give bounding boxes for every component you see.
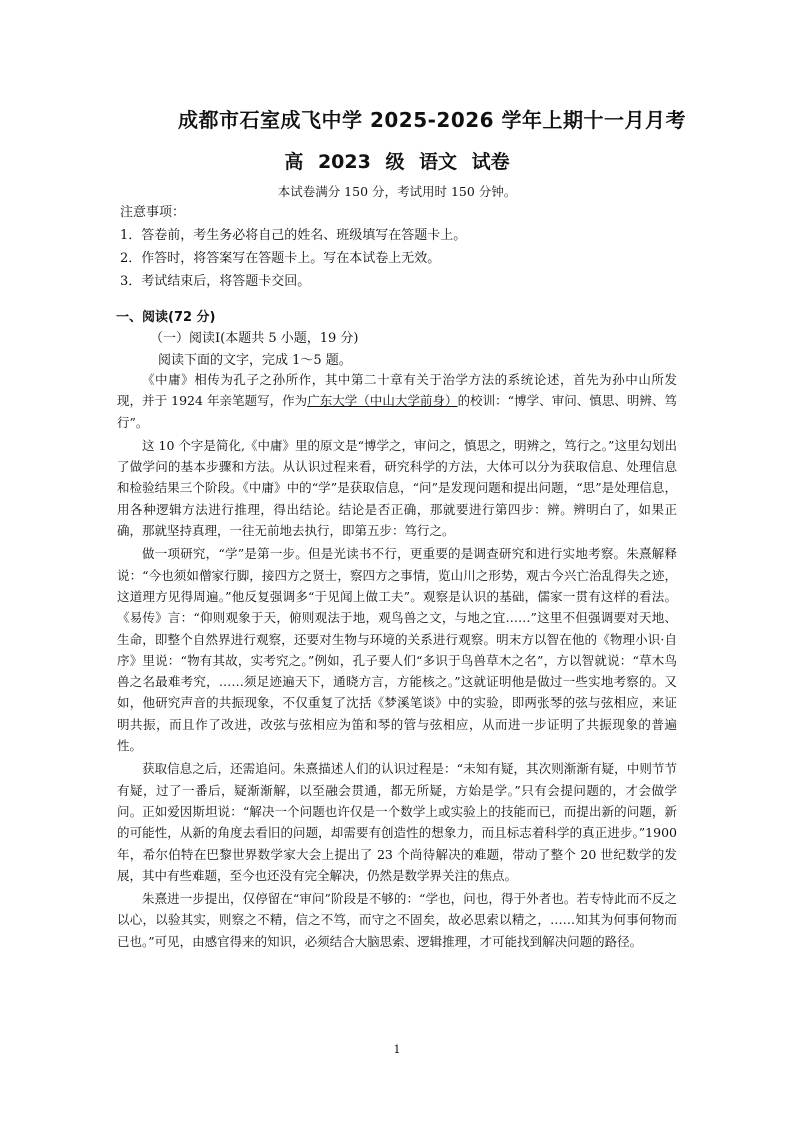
exam-title: 成都市石室成飞中学 2025-2026 学年上期十一月月考 — [178, 108, 687, 132]
exam-subtitle: 高 2023 级 语文 试卷 — [284, 151, 510, 173]
passage-paragraph — [117, 369, 677, 433]
note-item: 3．考试结束后，将答题卡交回。 — [120, 274, 311, 289]
underlined-text: 广东大学（中山大学前身） — [307, 393, 458, 409]
passage-paragraph: 这 10 个字是简化,《中庸》里的原文是“博学之，审问之，慎思之，明辨之，笃行之。”这里勾划出了做学问的基本步骤和方法。从认识过程来看，研究科学的方法，大体可以分为获取信息、处理信息和检验结果三个阶段。《中庸》中的“学”是获取信息，“问”是发现问题和提出问题，“思”是处理信息，用各种逻辑方法进行推理，得出结论。结论是否正确，那就要进行第四步：辨。辨明白了，如果正确，那就坚持真理，一往无前地去执行，即第五步：笃行之。 — [117, 437, 677, 539]
passage-paragraph: 朱熹进一步提出，仅停留在“审问”阶段是不够的：“学也，问也，得于外者也。若专恃此而不反之以心，以验其实，则察之不精，信之不笃，而守之不固矣，故必思索以精之，……知其为何事何物而已也。”可见，由感官得来的知识，必须结合大脑思索、逻辑推理，才可能找到解决问题的路径。 — [117, 891, 677, 949]
notes-heading: 注意事项： — [120, 205, 186, 220]
section-sub-heading: （一）阅读Ⅰ(本题共 5 小题，19 分) — [150, 331, 359, 346]
passage-paragraph: 获取信息之后，还需追问。朱熹描述人们的认识过程是：“未知有疑，其次则渐渐有疑，中则节节有疑，过了一番后，疑渐渐解，以至融会贯通，都无所疑，方始是学。”只有会提问题的，才会做学问。正如爱因斯坦说：“解决一个问题也许仅是一个数学上或实验上的技能而已，而提出新的问题，新的可能性，从新的角度去看旧的问题，却需要有创造性的想象力，而且标志着科学的真正进步。”1900 年，希尔伯特在巴黎世界数学家大会上提出了 23 个尚待解决的难题，带动了整个 20 世纪数学的发展，其中有些难题，至今也还没有完全解决，仍然是数学界关注的焦点。 — [117, 761, 677, 883]
note-item: 1．答卷前，考生务必将自己的姓名、班级填写在答题卡上。 — [120, 228, 467, 243]
reading-passage — [117, 369, 677, 954]
section-instruction: 阅读下面的文字，完成 1～5 题。 — [158, 353, 352, 368]
passage-text: 的校训：“博学、审问、慎思、明辨、笃行”。 — [117, 393, 677, 430]
passage-paragraph: 做一项研究，“学”是第一步。但是光读书不行，更重要的是调查研究和进行实地考察。朱熹解释说：“今也须如僧家行脚，接四方之贤士，察四方之事情，览山川之形势，观古今兴亡治乱得失之迹，这道理方见得周遍。”他反复强调多“于见闻上做工夫”。观察是认识的基础，儒家一贯有这样的看法。《易传》言：“仰则观象于天，俯则观法于地，观鸟兽之文，与地之宜……”这里不但强调要对天地、生命，即整个自然界进行观察，还要对生物与环境的关系进行观察。明末方以智在他的《物理小识·自序》里说：“物有其故，实考究之。”例如，孔子要人们“多识于鸟兽草木之名”，方以智就说：“草木鸟兽之名最难考究，……须足迹遍天下，通晓方言，方能核之。”这就证明他是做过一些实地考察的。又如，他研究声音的共振现象，不仅重复了沈括《梦溪笔谈》中的实验，即两张琴的弦与弦相应，来证明共振，而且作了改进，改弦与弦相应为笛和琴的管与弦相应，从而进一步证明了共振现象的普遍性。 — [117, 546, 677, 754]
notes-block — [120, 201, 680, 293]
page-number: 1 — [393, 1043, 401, 1056]
exam-info: 本试卷满分 150 分，考试用时 150 分钟。 — [277, 184, 517, 199]
note-item: 2．作答时，将答案写在答题卡上。写在本试卷上无效。 — [120, 251, 441, 266]
passage-text: 《中庸》相传为孔子之孙所作，其中第二十章有关于治学方法的系统论述，首先为孙中山所发现，并于 1924 年亲笔题写，作为 — [117, 372, 677, 409]
section-heading: 一、阅读(72 分) — [116, 310, 216, 325]
